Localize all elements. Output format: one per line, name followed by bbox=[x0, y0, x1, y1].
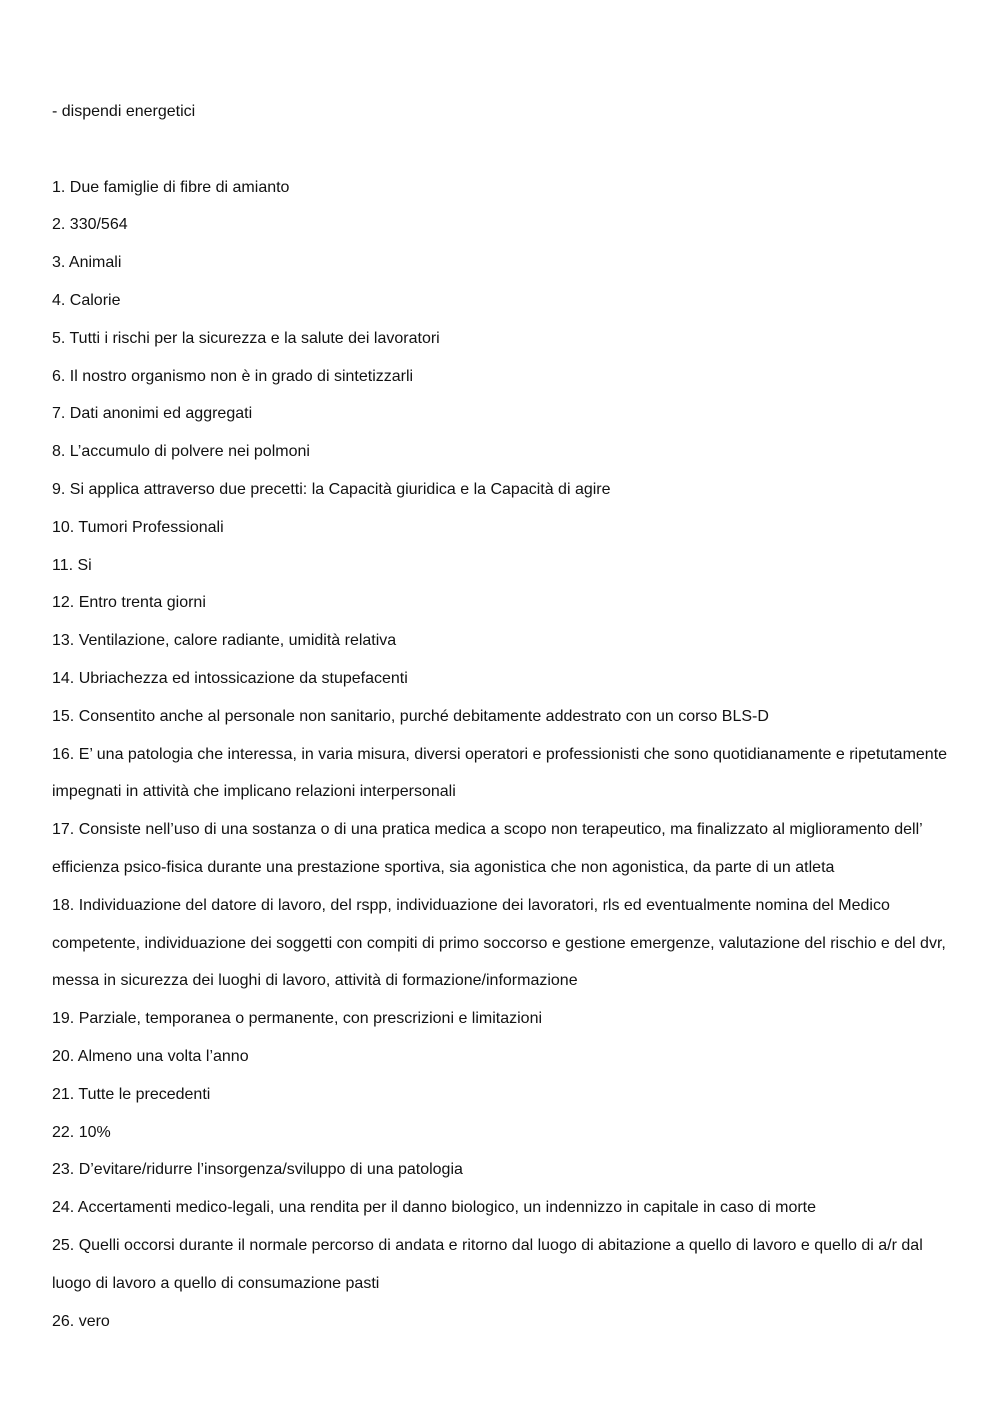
answer-item: 19. Parziale, temporanea o permanente, con prescrizioni e limitazioni bbox=[52, 1010, 543, 1028]
answer-item: 20. Almeno una volta l’anno bbox=[52, 1047, 249, 1065]
answer-item: 22. 10% bbox=[52, 1123, 111, 1141]
answer-item: 8. L’accumulo di polvere nei polmoni bbox=[52, 443, 310, 461]
answer-item: 17. Consiste nell’uso di una sostanza o di una pratica medica a scopo non terapeutico, ma finalizzato al miglioramento dell’ efficienza psico-fisica durante una prestazione sportiva, sia agonistica che non agonistica, da parte di un atleta bbox=[52, 821, 923, 876]
answer-item: 21. Tutte le precedenti bbox=[52, 1085, 211, 1103]
answer-item: 3. Animali bbox=[52, 254, 122, 272]
answer-item: 12. Entro trenta giorni bbox=[52, 594, 206, 612]
answer-item: 11. Si bbox=[52, 556, 92, 574]
answer-item: 2. 330/564 bbox=[52, 216, 128, 234]
answer-list bbox=[52, 169, 952, 1341]
answer-item: 25. Quelli occorsi durante il normale percorso di andata e ritorno dal luogo di abitazione a quello di lavoro e quello di a/r dal luogo di lavoro a quello di consumazione pasti bbox=[52, 1236, 923, 1292]
answer-item: 5. Tutti i rischi per la sicurezza e la salute dei lavoratori bbox=[52, 329, 440, 347]
answer-item: 13. Ventilazione, calore radiante, umidità relativa bbox=[52, 632, 397, 650]
document-body bbox=[52, 93, 952, 1340]
answer-item: 24. Accertamenti medico-legali, una rendita per il danno biologico, un indennizzo in capitale in caso di morte bbox=[52, 1199, 817, 1217]
answer-item: 7. Dati anonimi ed aggregati bbox=[52, 405, 253, 423]
intro-line: - dispendi energetici bbox=[52, 103, 196, 120]
answer-item: 6. Il nostro organismo non è in grado di sintetizzarli bbox=[52, 367, 414, 385]
answer-item: 23. D’evitare/ridurre l’insorgenza/sviluppo di una patologia bbox=[52, 1161, 463, 1179]
answer-item: 16. E’ una patologia che interessa, in varia misura, diversi operatori e professionisti che sono quotidianamente e ripetutamente impegnati in attività che implicano relazioni interpersonali bbox=[52, 745, 948, 801]
answer-item: 4. Calorie bbox=[52, 291, 121, 309]
answer-item: 18. Individuazione del datore di lavoro, del rspp, individuazione dei lavoratori, rls ed eventualmente nomina del Medico competente, individuazione dei soggetti con compiti di primo soccorso e gestione emergenze, valutazione del rischio e del dvr, messa in sicurezza dei luoghi di lavoro, attività di formazione/informazione bbox=[52, 896, 946, 990]
answer-item: 10. Tumori Professionali bbox=[52, 518, 224, 536]
answer-item: 14. Ubriachezza ed intossicazione da stupefacenti bbox=[52, 669, 408, 687]
answer-item: 15. Consentito anche al personale non sanitario, purché debitamente addestrato con un corso BLS-D bbox=[52, 707, 769, 725]
answer-item: 9. Si applica attraverso due precetti: la Capacità giuridica e la Capacità di agire bbox=[52, 480, 611, 498]
answer-item: 26. vero bbox=[52, 1312, 110, 1330]
answer-item: 1. Due famiglie di fibre di amianto bbox=[52, 178, 290, 196]
